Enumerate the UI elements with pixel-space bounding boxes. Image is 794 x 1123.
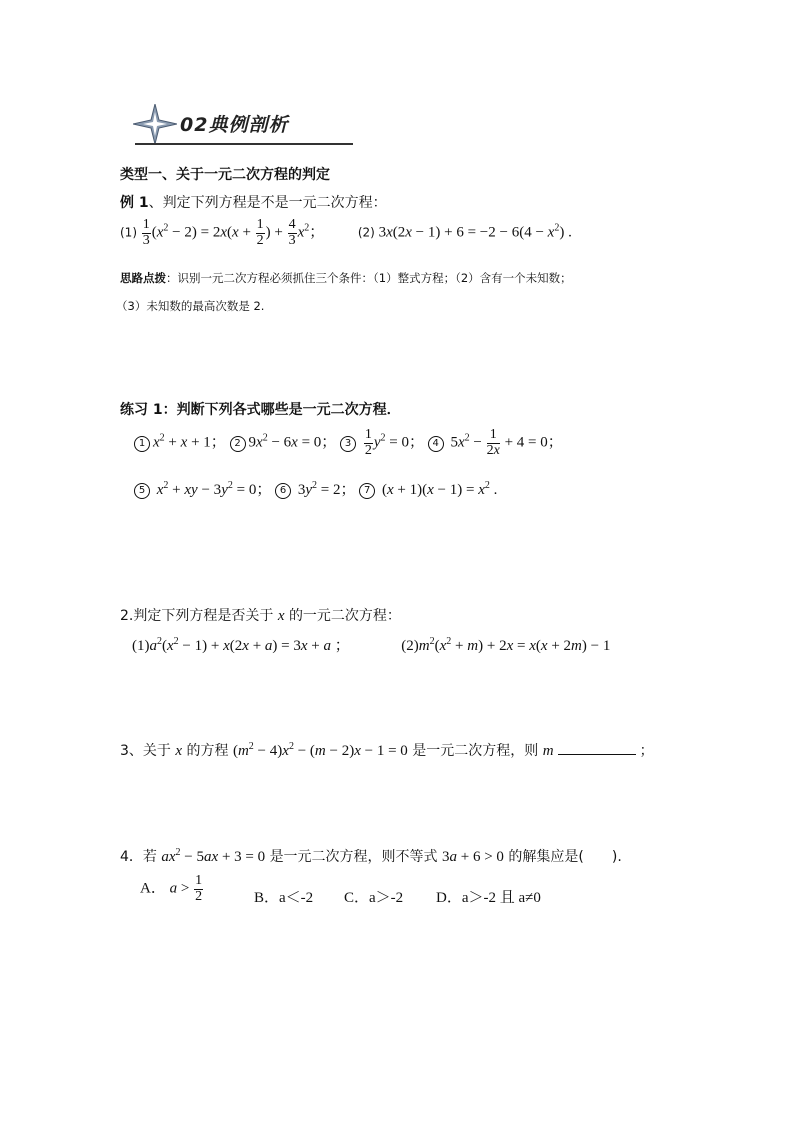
section-title: 02典例剖析: [180, 114, 289, 136]
question-2-equations: $(1)a^2(x^2 - 1) + x(2x + a) = 3x + a$ ； $(2)m^2(x^2 + m) + 2x = x(x + 2m) - 1$: [132, 636, 611, 654]
section-divider: [135, 143, 353, 145]
type-heading: 类型一、关于一元二次方程的判定: [120, 167, 330, 183]
example-1-equations: (1) $\frac{1}{3}$ $(x^2 - 2) = 2x(x$ + $\frac{1}{2}$ ) + $\frac{4}{3}$ $x^2$； (2) $3x(2x - 1) + 6 = -2 - 6(4 - x^2)$ .: [120, 217, 572, 248]
practice-1-row-2: 5 $x^2$ + xy − $3y^2 = 0$； 6 $3y^2 = 2$； 7 $(x + 1)(x - 1) = x^2$ .: [134, 478, 497, 499]
hint-line-1: 思路点拨：识别一元二次方程必须抓住三个条件：（1）整式方程；（2）含有一个未知数；: [120, 271, 572, 285]
practice-1-prompt: 练习 1：判断下列各式哪些是一元二次方程．: [120, 402, 401, 418]
question-4-option-d[interactable]: D．a＞-2 且 a≠0: [436, 890, 541, 906]
question-4: 4．若 $ax^2 - 5ax + 3 = 0$ 是一元二次方程，则不等式 3a + 6 > 0 的解集应是( ).: [120, 847, 622, 865]
example-1-prompt: 例 1、判定下列方程是不是一元二次方程：: [120, 195, 387, 211]
practice-1-row-1: 1 $x^2 + x + 1$； 2 $9x^2 - 6x = 0$； 3 $\frac{1}{2}$ $y^2 = 0$； 4 $5x^2$ − $\frac{1}{2x}$ + 4 = 0；: [134, 428, 563, 458]
question-4-option-a[interactable]: A． a > $\frac{1}{2}$: [140, 873, 203, 904]
question-4-option-b[interactable]: B．a＜-2: [254, 890, 314, 906]
answer-blank[interactable]: [558, 754, 636, 755]
question-2-prompt: 2.判定下列方程是否关于 x 的一元二次方程：: [120, 608, 401, 624]
question-4-option-c[interactable]: C．a＞-2: [344, 890, 404, 906]
question-3: 3、关于 x 的方程 $(m^2 - 4)x^2 - (m - 2)x - 1 = 0$ 是一元二次方程，则 m ；: [120, 741, 654, 759]
compass-star-icon: [133, 104, 177, 144]
hint-line-2: （3）未知数的最高次数是 2.: [116, 299, 265, 313]
